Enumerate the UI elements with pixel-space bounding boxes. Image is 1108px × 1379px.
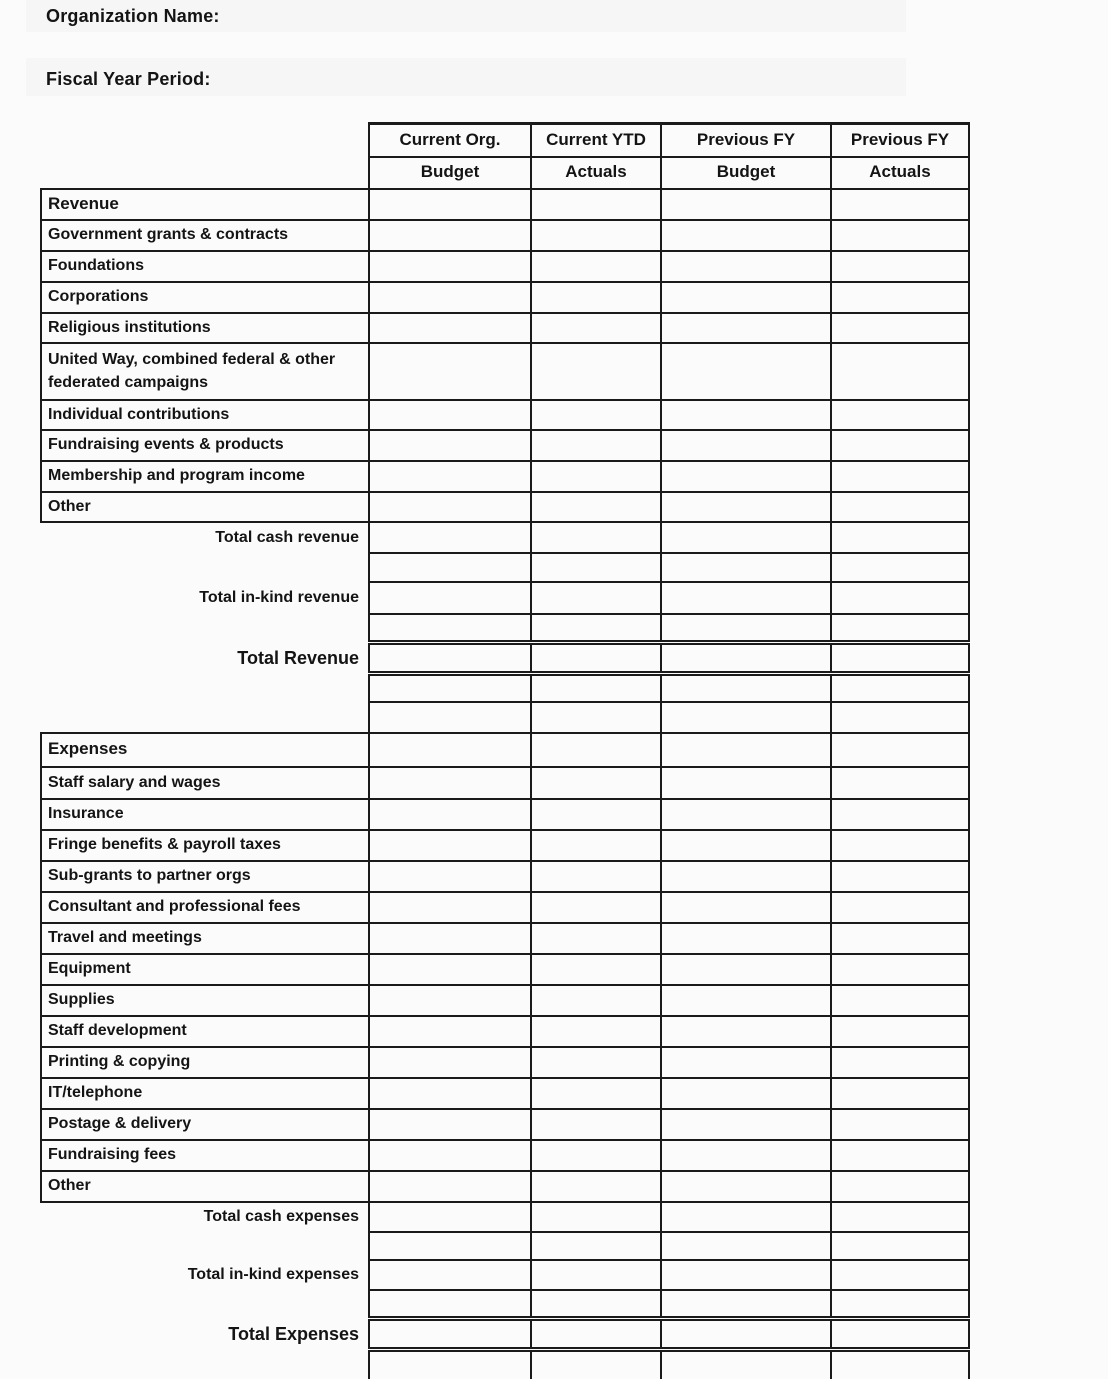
total-label: Total in-kind expenses — [187, 1265, 359, 1283]
table-row — [41, 1016, 969, 1047]
value-cell[interactable] — [531, 582, 661, 614]
value-cell[interactable] — [661, 582, 831, 614]
value-cell[interactable] — [531, 492, 661, 522]
row-label: Fundraising fees — [41, 1140, 369, 1171]
row-label: Other — [41, 492, 369, 522]
value-cell[interactable] — [831, 1202, 969, 1232]
total-label: Total Expenses — [228, 1323, 359, 1344]
section-label-expenses: Expenses — [41, 733, 369, 767]
table-row — [41, 1047, 969, 1078]
value-cell[interactable] — [661, 674, 831, 702]
total-label: Total Revenue — [237, 647, 359, 668]
value-cell[interactable] — [661, 985, 831, 1016]
value-cell[interactable] — [369, 582, 531, 614]
value-cell[interactable] — [531, 400, 661, 430]
table-row — [41, 282, 969, 313]
value-cell[interactable] — [831, 1016, 969, 1047]
value-cell[interactable] — [369, 1260, 531, 1290]
value-cell[interactable] — [369, 313, 531, 343]
value-cell[interactable] — [531, 1290, 661, 1319]
value-cell[interactable] — [661, 1047, 831, 1078]
value-cell[interactable] — [661, 1171, 831, 1202]
value-cell[interactable] — [661, 861, 831, 892]
row-label: Fundraising events & products — [41, 430, 369, 461]
row-label: Individual contributions — [41, 400, 369, 430]
value-cell[interactable] — [531, 313, 661, 343]
value-cell[interactable] — [831, 1319, 969, 1350]
value-cell[interactable] — [661, 1016, 831, 1047]
spacer-cell — [41, 553, 369, 582]
row-label: United Way, combined federal & other federated campaigns — [41, 343, 369, 400]
section-label-revenue: Revenue — [41, 189, 369, 220]
table-row — [41, 861, 969, 892]
value-cell[interactable] — [831, 1260, 969, 1290]
value-cell[interactable] — [661, 767, 831, 799]
value-cell[interactable] — [531, 251, 661, 282]
value-cell[interactable] — [531, 1350, 661, 1379]
value-cell[interactable] — [531, 1109, 661, 1140]
value-cell[interactable] — [369, 674, 531, 702]
table-row — [41, 1202, 969, 1232]
spacer-cell — [41, 614, 369, 643]
value-cell[interactable] — [369, 430, 531, 461]
value-cell[interactable] — [369, 643, 531, 674]
row-label: IT/telephone — [41, 1078, 369, 1109]
value-cell[interactable] — [531, 1260, 661, 1290]
value-cell[interactable] — [661, 954, 831, 985]
total-label: Total cash expenses — [203, 1208, 359, 1226]
value-cell[interactable] — [831, 522, 969, 553]
column-header-cell: Budget — [369, 157, 531, 189]
org-name-label: Organization Name: — [46, 6, 220, 26]
value-cell[interactable] — [831, 251, 969, 282]
column-header-cell: Current YTD — [531, 124, 661, 157]
value-cell[interactable] — [831, 861, 969, 892]
value-cell[interactable] — [831, 954, 969, 985]
value-cell[interactable] — [531, 643, 661, 674]
value-cell[interactable] — [369, 1290, 531, 1319]
value-cell[interactable] — [661, 313, 831, 343]
column-header-cell: Previous FY — [661, 124, 831, 157]
row-label: Postage & delivery — [41, 1109, 369, 1140]
header-corner-blank — [41, 157, 369, 189]
row-label: Supplies — [41, 985, 369, 1016]
value-cell[interactable] — [369, 923, 531, 954]
value-cell[interactable] — [369, 1047, 531, 1078]
table-row — [41, 343, 969, 400]
value-cell[interactable] — [369, 522, 531, 553]
row-label: Membership and program income — [41, 461, 369, 492]
spacer-row — [41, 674, 969, 702]
spacer-row — [41, 1232, 969, 1260]
value-cell[interactable] — [531, 1171, 661, 1202]
value-cell[interactable] — [531, 522, 661, 553]
row-label: Fringe benefits & payroll taxes — [41, 830, 369, 861]
value-cell[interactable] — [369, 343, 531, 400]
table-row — [41, 954, 969, 985]
value-cell[interactable] — [531, 674, 661, 702]
value-cell[interactable] — [831, 892, 969, 923]
value-cell[interactable] — [369, 492, 531, 522]
value-cell[interactable] — [369, 1319, 531, 1350]
value-cell[interactable] — [531, 343, 661, 400]
value-cell[interactable] — [531, 830, 661, 861]
value-cell[interactable] — [369, 1078, 531, 1109]
table-row — [41, 1171, 969, 1202]
table-row — [41, 1140, 969, 1171]
value-cell[interactable] — [661, 251, 831, 282]
value-cell[interactable] — [531, 220, 661, 251]
spacer-cell — [41, 702, 369, 733]
value-cell[interactable] — [369, 1350, 531, 1379]
table-row — [41, 923, 969, 954]
row-label: Staff development — [41, 1016, 369, 1047]
value-cell[interactable] — [531, 430, 661, 461]
value-cell[interactable] — [531, 1140, 661, 1171]
row-label: Printing & copying — [41, 1047, 369, 1078]
value-cell[interactable] — [661, 923, 831, 954]
value-cell[interactable] — [661, 830, 831, 861]
value-cell[interactable] — [531, 892, 661, 923]
row-label: Government grants & contracts — [41, 220, 369, 251]
spacer-cell — [41, 674, 369, 702]
value-cell[interactable] — [661, 643, 831, 674]
spacer-cell — [41, 1350, 369, 1379]
value-cell[interactable] — [661, 1290, 831, 1319]
value-cell[interactable] — [531, 985, 661, 1016]
value-cell[interactable] — [831, 553, 969, 582]
column-header-cell: Actuals — [531, 157, 661, 189]
value-cell[interactable] — [531, 614, 661, 643]
row-label: Consultant and professional fees — [41, 892, 369, 923]
value-cell[interactable] — [531, 1078, 661, 1109]
value-cell[interactable] — [661, 799, 831, 830]
fiscal-year-label: Fiscal Year Period: — [46, 69, 211, 89]
value-cell[interactable] — [369, 702, 531, 733]
row-label: Staff salary and wages — [41, 767, 369, 799]
value-cell[interactable] — [531, 1047, 661, 1078]
row-label: Sub-grants to partner orgs — [41, 861, 369, 892]
spacer-row — [41, 614, 969, 643]
table-row — [41, 1078, 969, 1109]
value-cell[interactable] — [531, 923, 661, 954]
value-cell[interactable] — [369, 189, 531, 220]
spacer-row — [41, 1350, 969, 1379]
row-label: Other — [41, 1171, 369, 1202]
row-label: Religious institutions — [41, 313, 369, 343]
value-cell[interactable] — [831, 1171, 969, 1202]
value-cell[interactable] — [661, 1350, 831, 1379]
value-cell[interactable] — [661, 430, 831, 461]
value-cell[interactable] — [661, 1078, 831, 1109]
grand-total-row — [41, 1319, 969, 1350]
value-cell[interactable] — [831, 1290, 969, 1319]
value-cell[interactable] — [369, 861, 531, 892]
row-label: Equipment — [41, 954, 369, 985]
row-label: Insurance — [41, 799, 369, 830]
value-cell[interactable] — [831, 189, 969, 220]
table-row — [41, 522, 969, 553]
value-cell[interactable] — [661, 1202, 831, 1232]
value-cell[interactable] — [369, 1109, 531, 1140]
table-row — [41, 189, 969, 220]
value-cell[interactable] — [369, 251, 531, 282]
value-cell[interactable] — [661, 1260, 831, 1290]
value-cell[interactable] — [531, 1319, 661, 1350]
value-cell[interactable] — [831, 1047, 969, 1078]
table-row — [41, 220, 969, 251]
row-label: Corporations — [41, 282, 369, 313]
value-cell[interactable] — [369, 400, 531, 430]
spacer-row — [41, 1290, 969, 1319]
value-cell[interactable] — [531, 1202, 661, 1232]
value-cell[interactable] — [661, 343, 831, 400]
value-cell[interactable] — [661, 1140, 831, 1171]
budget-table-container — [40, 122, 970, 1379]
table-row — [41, 313, 969, 343]
value-cell[interactable] — [369, 461, 531, 492]
value-cell[interactable] — [369, 767, 531, 799]
table-row — [41, 461, 969, 492]
value-cell[interactable] — [831, 674, 969, 702]
value-cell[interactable] — [831, 830, 969, 861]
value-cell[interactable] — [661, 189, 831, 220]
value-cell[interactable] — [369, 892, 531, 923]
value-cell[interactable] — [831, 1350, 969, 1379]
table-row — [41, 799, 969, 830]
value-cell[interactable] — [531, 799, 661, 830]
value-cell[interactable] — [369, 985, 531, 1016]
value-cell[interactable] — [661, 553, 831, 582]
value-cell[interactable] — [831, 733, 969, 767]
value-cell[interactable] — [531, 767, 661, 799]
value-cell[interactable] — [831, 582, 969, 614]
value-cell[interactable] — [831, 923, 969, 954]
value-cell[interactable] — [531, 861, 661, 892]
value-cell[interactable] — [369, 830, 531, 861]
table-row — [41, 582, 969, 614]
table-row — [41, 830, 969, 861]
value-cell[interactable] — [369, 553, 531, 582]
value-cell[interactable] — [661, 400, 831, 430]
value-cell[interactable] — [661, 702, 831, 733]
table-row — [41, 251, 969, 282]
table-row — [41, 1260, 969, 1290]
table-row — [41, 733, 969, 767]
value-cell[interactable] — [661, 1232, 831, 1260]
value-cell[interactable] — [661, 892, 831, 923]
value-cell[interactable] — [831, 492, 969, 522]
value-cell[interactable] — [531, 954, 661, 985]
value-cell[interactable] — [531, 1016, 661, 1047]
value-cell[interactable] — [661, 1109, 831, 1140]
value-cell[interactable] — [369, 282, 531, 313]
value-cell[interactable] — [831, 461, 969, 492]
spacer-row — [41, 553, 969, 582]
total-label: Total in-kind revenue — [199, 588, 359, 606]
value-cell[interactable] — [661, 614, 831, 643]
value-cell[interactable] — [531, 1232, 661, 1260]
column-header-cell: Current Org. — [369, 124, 531, 157]
value-cell[interactable] — [661, 282, 831, 313]
value-cell[interactable] — [831, 1232, 969, 1260]
value-cell[interactable] — [661, 492, 831, 522]
value-cell[interactable] — [831, 767, 969, 799]
header-corner-blank — [41, 124, 369, 157]
value-cell[interactable] — [831, 1140, 969, 1171]
value-cell[interactable] — [831, 1078, 969, 1109]
table-row — [41, 1109, 969, 1140]
table-row — [41, 767, 969, 799]
value-cell[interactable] — [831, 430, 969, 461]
value-cell[interactable] — [369, 799, 531, 830]
value-cell[interactable] — [531, 702, 661, 733]
value-cell[interactable] — [531, 189, 661, 220]
value-cell[interactable] — [369, 954, 531, 985]
column-header-cell: Actuals — [831, 157, 969, 189]
value-cell[interactable] — [369, 733, 531, 767]
value-cell[interactable] — [531, 733, 661, 767]
value-cell[interactable] — [661, 733, 831, 767]
value-cell[interactable] — [531, 461, 661, 492]
value-cell[interactable] — [831, 1109, 969, 1140]
value-cell[interactable] — [369, 614, 531, 643]
value-cell[interactable] — [831, 643, 969, 674]
value-cell[interactable] — [831, 799, 969, 830]
table-row — [41, 985, 969, 1016]
table-row — [41, 892, 969, 923]
value-cell[interactable] — [661, 220, 831, 251]
value-cell[interactable] — [369, 1140, 531, 1171]
value-cell[interactable] — [661, 461, 831, 492]
value-cell[interactable] — [369, 220, 531, 251]
spacer-cell — [41, 1290, 369, 1319]
table-header-row — [41, 124, 969, 157]
value-cell[interactable] — [531, 553, 661, 582]
table-header-row — [41, 157, 969, 189]
table-row — [41, 400, 969, 430]
grand-total-row — [41, 643, 969, 674]
value-cell[interactable] — [531, 282, 661, 313]
column-header-cell: Previous FY — [831, 124, 969, 157]
budget-table — [40, 122, 970, 1379]
value-cell[interactable] — [831, 220, 969, 251]
value-cell[interactable] — [831, 343, 969, 400]
value-cell[interactable] — [369, 1202, 531, 1232]
value-cell[interactable] — [831, 400, 969, 430]
value-cell[interactable] — [369, 1016, 531, 1047]
column-header-cell: Budget — [661, 157, 831, 189]
spacer-row — [41, 702, 969, 733]
value-cell[interactable] — [661, 522, 831, 553]
value-cell[interactable] — [661, 1319, 831, 1350]
value-cell[interactable] — [369, 1232, 531, 1260]
total-label: Total cash revenue — [215, 528, 359, 546]
spacer-cell — [41, 1232, 369, 1260]
value-cell[interactable] — [831, 313, 969, 343]
row-label: Foundations — [41, 251, 369, 282]
value-cell[interactable] — [369, 1171, 531, 1202]
value-cell[interactable] — [831, 614, 969, 643]
table-row — [41, 430, 969, 461]
value-cell[interactable] — [831, 985, 969, 1016]
row-label: Travel and meetings — [41, 923, 369, 954]
table-row — [41, 492, 969, 522]
value-cell[interactable] — [831, 702, 969, 733]
value-cell[interactable] — [831, 282, 969, 313]
